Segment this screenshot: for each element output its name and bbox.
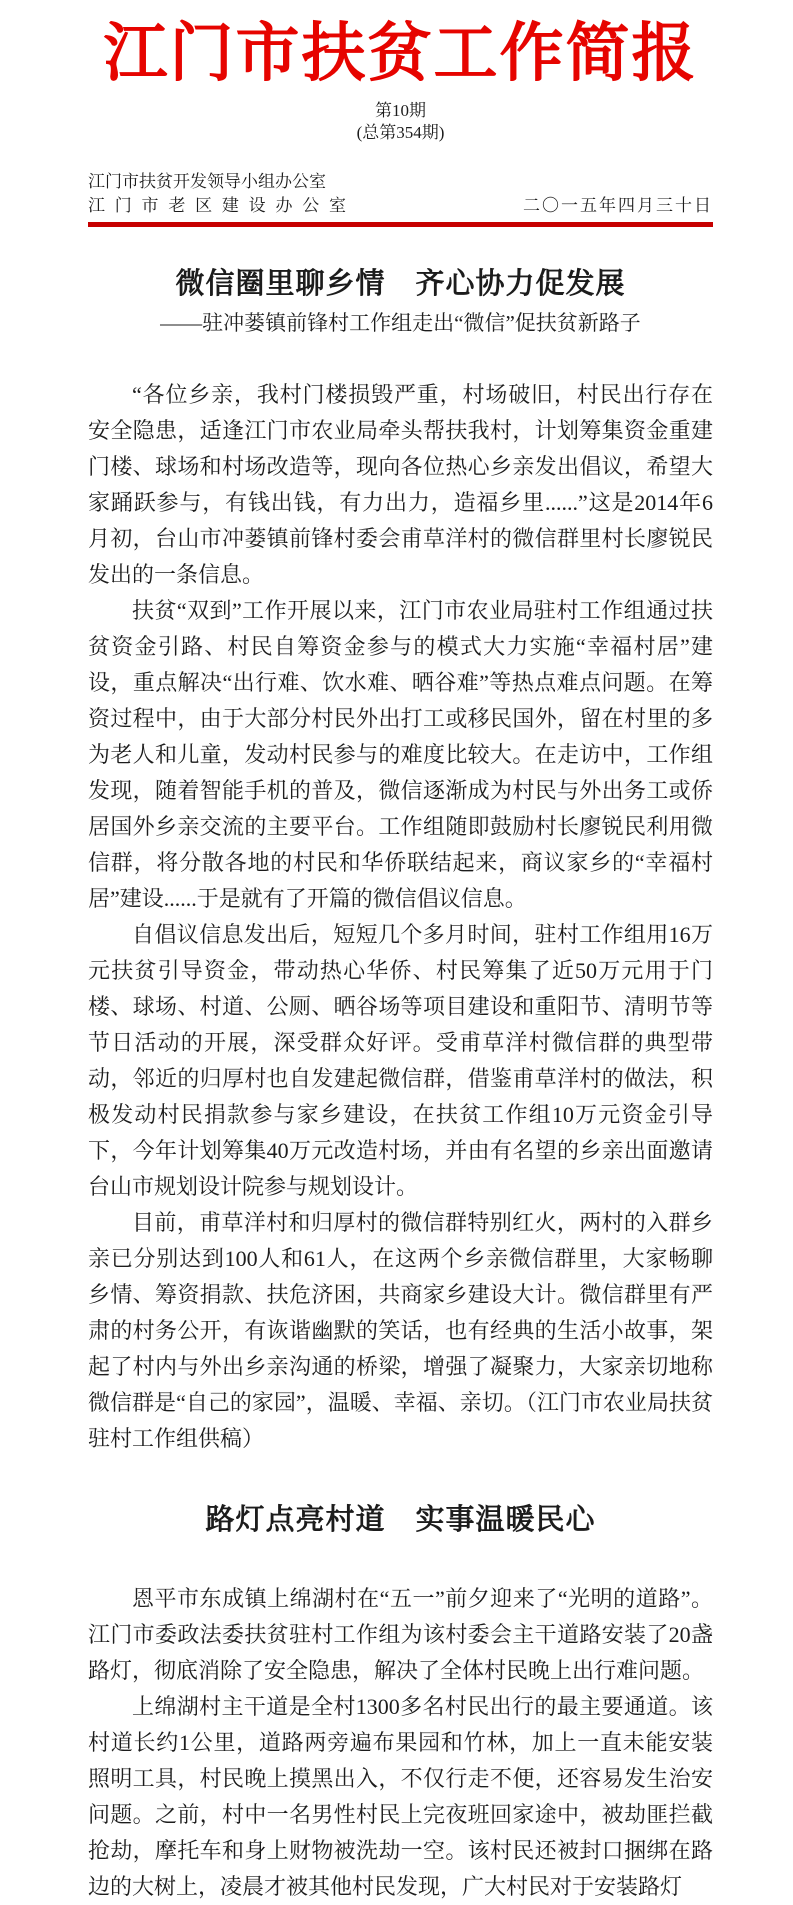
header-divider-rule (88, 222, 713, 227)
article-1-paragraph-1: “各位乡亲，我村门楼损毁严重，村场破旧，村民出行存在安全隐患，适逢江门市农业局牵头帮扶我村，计划筹集资金重建门楼、球场和村场改造等，现向各位热心乡亲发出倡议，希望大家踊跃参与，有钱出钱，有力出力，造福乡里......”这是2014年6月初，台山市冲蒌镇前锋村委会甫草洋村的微信群里村长廖锐民发出的一条信息。 (88, 381, 713, 587)
issue-block (88, 100, 713, 144)
publisher-line-2: 江门市老区建设办公室 (88, 195, 346, 215)
publisher-row (88, 170, 713, 218)
article-2-paragraph-1: 恩平市东成镇上绵湖村在“五一”前夕迎来了“光明的道路”。江门市委政法委扶贫驻村工作组为该村委会主干道路安装了20盏路灯，彻底消除了安全隐患，解决了全体村民晚上出行难问题。 (88, 1585, 713, 1683)
issue-number: 第10期 (375, 100, 426, 120)
article-1-paragraph-3: 自倡议信息发出后，短短几个多月时间，驻村工作组用16万元扶贫引导资金，带动热心华侨、村民筹集了近50万元用于门楼、球场、村道、公厕、晒谷场等项目建设和重阳节、清明节等节日活动的开展，深受群众好评。受甫草洋村微信群的典型带动，邻近的归厚村也自发建起微信群，借鉴甫草洋村的做法，积极发动村民捐款参与家乡建设，在扶贫工作组10万元资金引导下，今年计划筹集40万元改造村场，并由有名望的乡亲出面邀请台山市规划设计院参与规划设计。 (88, 921, 713, 1199)
cumulative-issue-number: (总第354期) (356, 122, 445, 142)
article-1-body (88, 377, 713, 1457)
article-street-lamps (88, 1503, 713, 1905)
article-1-title: 微信圈里聊乡情 齐心协力促发展 (175, 267, 626, 300)
publisher-block (88, 170, 346, 218)
article-1-paragraph-2: 扶贫“双到”工作开展以来，江门市农业局驻村工作组通过扶贫资金引路、村民自筹资金参与的模式大力实施“幸福村居”建设，重点解决“出行难、饮水难、晒谷难”等热点难点问题。在筹资过程中，由于大部分村民外出打工或移民国外，留在村里的多为老人和儿童，发动村民参与的难度比较大。在走访中，工作组发现，随着智能手机的普及，微信逐渐成为村民与外出务工或侨居国外乡亲交流的主要平台。工作组随即鼓励村长廖锐民利用微信群，将分散各地的村民和华侨联结起来，商议家乡的“幸福村居”建设......于是就有了开篇的微信倡议信息。 (88, 597, 714, 911)
publisher-line-1: 江门市扶贫开发领导小组办公室 (88, 171, 326, 191)
article-2-body (88, 1581, 713, 1905)
article-2-title: 路灯点亮村道 实事温暖民心 (205, 1503, 596, 1536)
article-1-paragraph-4: 目前，甫草洋村和归厚村的微信群特别红火，两村的入群乡亲已分别达到100人和61人，在这两个乡亲微信群里，大家畅聊乡情、筹资捐款、扶危济困，共商家乡建设大计。微信群里有严肃的村务公开，有诙谐幽默的笑话，也有经典的生活小故事，架起了村内与外出乡亲沟通的桥梁，增强了凝聚力，大家亲切地称微信群是“自己的家园”，温暖、幸福、亲切。（江门市农业局扶贫驻村工作组供稿） (88, 1209, 713, 1451)
article-wechat-groups (88, 267, 713, 1457)
issue-date: 二〇一五年四月三十日 (523, 195, 713, 215)
article-2-paragraph-2: 上绵湖村主干道是全村1300多名村民出行的最主要通道。该村道长约1公里，道路两旁遍布果园和竹林，加上一直未能安装照明工具，村民晚上摸黑出入，不仅行走不便，还容易发生治安问题。之前，村中一名男性村民上完夜班回家途中，被劫匪拦截抢劫，摩托车和身上财物被洗劫一空。该村民还被封口捆绑在路边的大树上，凌晨才被其他村民发现，广大村民对于安装路灯 (88, 1693, 713, 1899)
bulletin-title: 江门市扶贫工作简报 (103, 18, 698, 89)
article-1-subtitle: ——驻冲蒌镇前锋村工作组走出“微信”促扶贫新路子 (160, 310, 641, 335)
masthead (88, 0, 713, 227)
